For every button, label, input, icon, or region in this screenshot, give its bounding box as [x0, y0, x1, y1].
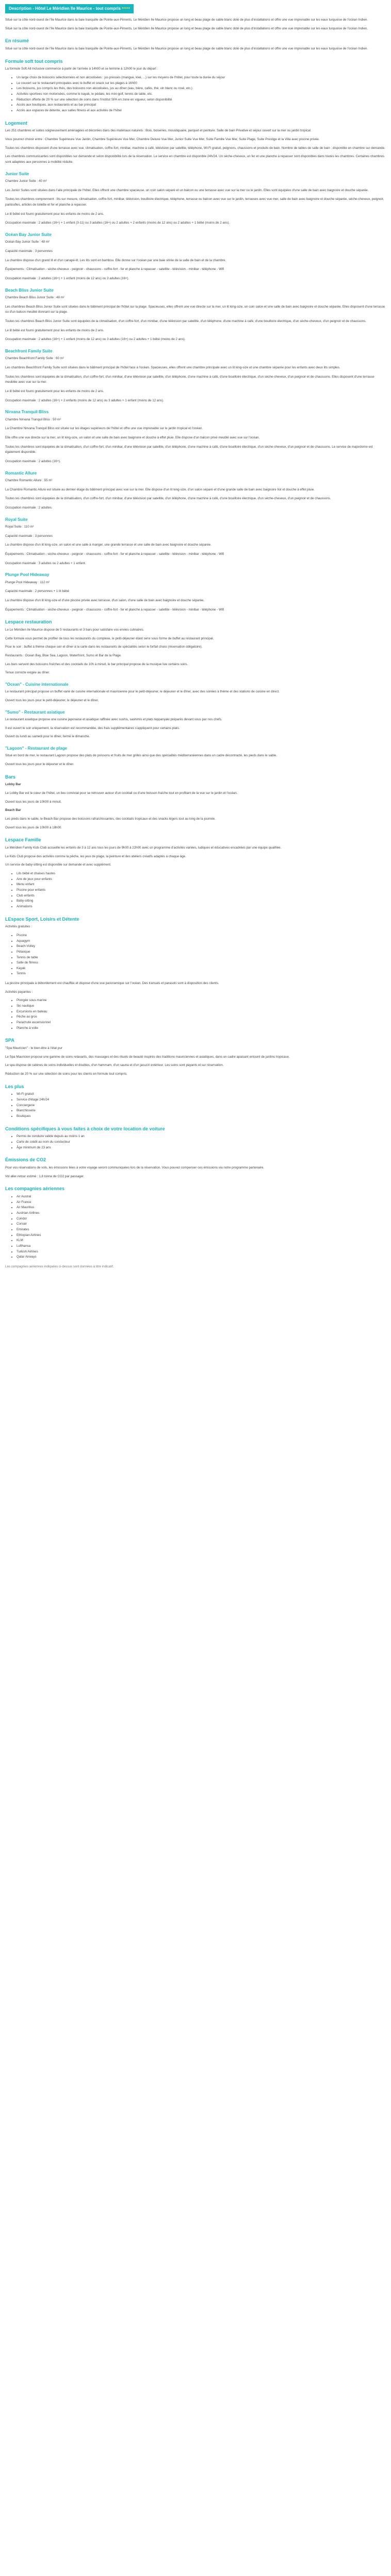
list-item: • Pétanque: [17, 950, 386, 955]
list-item: • Pêche au gros: [17, 1014, 386, 1020]
paragraph: Le Méridien Family Kids Club accueille les enfants de 3 à 12 ans tous les jours de 9h00 à 22h00 avec un programme d'activités variées, ludiques et éducatives encadrées par une équipe qualifiée.: [5, 845, 282, 850]
paragraph: Ouvert tous les jours de 10h00 à 18h00.: [5, 825, 62, 829]
paragraph: Toutes les chambres comprennent : lits sur mesure, climatisation, coffre-fort, minibar, télévision, bouilloire électrique, téléphone, terrasse ou balcon avec vue sur le jardin, terrasses avec vue mer, salle de bain avec baignoire et douche séparée, sèche-cheveux, peignoir, pantoufles, articles de toilette et fer et planche à repasser.: [5, 197, 384, 207]
section-heading-co2: Émissions de CO2: [5, 1157, 46, 1163]
list-item: • Activités sportives non motorisées, comme le kayak, le pédalo, les mini-golf, tennis de table, etc.: [17, 92, 386, 97]
room-heading: Océan Bay Junior Suite: [5, 232, 52, 237]
list-item: • Excursions en bateau: [17, 1009, 386, 1015]
paragraph: Chambre Romantic Allure : 55 m²: [5, 478, 53, 482]
list-item: • Âge minimum de 23 ans: [17, 1145, 386, 1151]
list-item: • Air Mauritius: [17, 1205, 386, 1211]
paragraph: La chambre dispose d'un lit king-size, un salon et une salle à manger, une grande terrasse et une salle de bain avec baignoire et douche séparée.: [5, 543, 211, 547]
list-item: • Ski nautique: [17, 1004, 386, 1009]
list-item: • Turkish Airlines: [17, 1249, 386, 1255]
paragraph: Vous pourrez choisir entre : Chambre Supérieure Vue Jardin, Chambre Supérieure Vue Mer, Chambre Deluxe Vue Mer, Junior Suite Vue Mer, Suite Famille Vue Mer, Suite Plage, Suite Prestige et la Villa avec piscine privée.: [5, 137, 320, 141]
compagnies-note: Les compagnies aériennes indiquées ci-dessus sont données à titre indicatif.: [5, 1264, 114, 1268]
paragraph: La piscine principale à débordement est chauffée et dispose d'une vue panoramique sur l'océan. Des transats et parasols sont à disposition des clients.: [5, 981, 219, 986]
list-item: • Club enfants: [17, 893, 386, 899]
room-heading: Royal Suite: [5, 517, 28, 522]
paragraph: Toutes les chambres sont équipées de la climatisation, d'un coffre-fort, d'un minibar, d'une télévision par satellite, d'un téléphone, d'une machine à café, d'une bouilloire électrique, d'un sèche-cheveux, d'un peignoir et de chaussons.: [5, 497, 331, 501]
paragraph: Le Spa Mauricien propose une gamme de soins relaxants, des massages et des rituels de beauté inspirés des traditions mauriciennes et asiatiques, dans un cadre apaisant entouré de jardins tropicaux.: [5, 1055, 290, 1059]
intro-paragraph: Situé sur la côte nord-ouest de l'île Maurice dans la baie tranquille de Pointe-aux-Piments, Le Méridien Ile Maurice propose un long et beau plage de sable blanc doté de plus d'installations et offre une vue imprenable sur les eaux turquoise de l'océan Indien.: [5, 18, 368, 22]
page-title: [5, 4, 134, 13]
paragraph: Les chambres Beachfront Family Suite sont situées dans le bâtiment principal de l'hôtel face à l'océan. Spacieuses, elles offrent une chambre principale avec un lit king-size et une chambre séparée pour les enfants avec deux lits simples.: [5, 365, 340, 369]
section-heading-logement: Logement: [5, 120, 28, 126]
paragraph: Situé sur la côte nord-ouest de l'île Maurice dans la baie tranquille de Pointe-aux-Piments, Le Méridien Ile Maurice propose un long et beau plage de sable blanc doté de plus d'installations et offre une vue imprenable sur les eaux turquoise de l'océan Indien.: [5, 47, 368, 51]
paragraph: Il est ouvert le soir uniquement, la réservation est recommandée, des frais supplémentaires s'appliquent pour certains plats.: [5, 726, 180, 730]
paragraph: Royal Suite : 110 m²: [5, 524, 34, 529]
famille-list: [5, 871, 386, 910]
paragraph: Ouvert tous les jours de 10h00 à minuit.: [5, 800, 62, 804]
paragraph: Les pieds dans le sable, le Beach Bar propose des boissons rafraîchissantes, des cocktails tropicaux et des snacks légers tout au long de la journée.: [5, 817, 216, 821]
list-item: • Corsair: [17, 1222, 386, 1227]
paragraph: Océan Bay Junior Suite : 48 m²: [5, 240, 50, 244]
paragraph: La formule Soft All Inclusive commence à partir de l'arrivée à 14h00 et se termine à 12h00 le jour du départ :: [5, 67, 158, 71]
section-heading-formule: Formule soft tout compris: [5, 58, 63, 64]
list-item: • Le couvert sur le restaurant principales avec le buffet et snack sur les plages à 16h00: [17, 81, 386, 87]
paragraph: Tenue correcte exigée au dîner.: [5, 671, 50, 675]
paragraph: Activités gratuites :: [5, 925, 32, 929]
section-heading-les-plus: Les plus: [5, 1083, 24, 1089]
list-item: • Parachute ascensionnel: [17, 1020, 386, 1026]
list-item: • Tennis: [17, 971, 386, 977]
list-item: • Qatar Airways: [17, 1255, 386, 1260]
list-item: • Plongée sous-marine: [17, 998, 386, 1004]
list-item: • Piscine: [17, 933, 386, 939]
room-section: [5, 410, 386, 464]
paragraph: Occupation maximale : 2 adultes.: [5, 505, 53, 510]
paragraph: Chambre Beachfront Family Suite : 60 m²: [5, 357, 64, 361]
paragraph: La Chambre Romantic Allure est située au dernier étage du bâtiment principal avec vue sur la mer. Elle dispose d'un lit king-size, d'un salon séparé et d'une grande salle de bain avec baignoire îlot et douche à effet pluie.: [5, 487, 315, 492]
paragraph: Toutes les chambres sont équipées de la climatisation, d'un coffre-fort, d'un minibar, d'une télévision par satellite, d'un téléphone, d'une machine à café, d'une bouilloire électrique, d'un sèche-cheveux, d'un peignoir et de chaussons. Elles disposent d'une terrasse meublée avec vue sur la mer.: [5, 375, 374, 384]
section-heading-spa: SPA: [5, 1038, 14, 1043]
list-item: • Accès aux boutiques, aux restaurants et au bar principal: [17, 103, 386, 108]
paragraph: Toutes les chambres sont équipées de la climatisation, d'un coffre-fort, d'un minibar, d'une télévision par satellite, d'un téléphone, d'une machine à café, d'une bouilloire électrique, d'un sèche-cheveux, d'un peignoir et de chaussons. Le service de majordome est également disponible.: [5, 445, 373, 454]
paragraph: La chambre dispose d'un lit king-size et d'une piscine privée avec terrasse, d'un salon, d'une salle de bain avec baignoire et douche séparée.: [5, 598, 205, 602]
paragraph: Les Junior Suites sont situées dans l'aile principale de l'hôtel. Elles offrent une chambre spacieuse, un coin salon séparé et un balcon ou une terrasse avec vue sur la mer ou le jardin. Elles sont équipées d'une salle de bain avec baignoire et douche séparée.: [5, 188, 369, 192]
room-heading: Beach Bliss Junior Suite: [5, 287, 54, 293]
paragraph: Capacité maximale : 3 personnes: [5, 534, 53, 538]
paragraph: Occupation maximale : 2 adultes (16+) + 1 enfant (moins de 12 ans) ou 3 adultes (16+).: [5, 276, 129, 280]
conditions-list: [5, 1134, 386, 1150]
page: [0, 0, 391, 1283]
list-item: • Wi-Fi gratuit: [17, 1092, 386, 1097]
list-item: • Boutiques: [17, 1114, 386, 1120]
section-heading-bars: Bars: [5, 774, 16, 779]
list-item: • Aquagym: [17, 939, 386, 944]
list-item: • Les boissons, jus compris les thés, des boissons non alcoolisées, jus au dîner (eau, bière, cafés, thé, vin blanc ou rosé, etc.): [17, 86, 386, 92]
list-item: • Accès aux espaces de détente, aux salles fitness et aux activités de l'hôtel: [17, 108, 386, 114]
list-item: • Baby-sitting: [17, 899, 386, 904]
room-section: [5, 232, 386, 282]
bar-label: Beach Bar: [5, 808, 21, 812]
room-heading: Nirvana Tranquil Bliss: [5, 410, 49, 415]
paragraph: Pour vos réservations de vols, les émissions liées à votre voyage seront communiquées lors de la réservation. Vous pouvez compenser ces émissions via notre programme partenaire.: [5, 1166, 265, 1170]
room-section: [5, 172, 386, 226]
list-item: • Service d'étage 24h/24: [17, 1097, 386, 1103]
section-heading-compagnies: Les compagnies aériennes: [5, 1186, 65, 1192]
restaurant-heading: "Sumo" - Restaurant asiatique: [5, 709, 65, 715]
paragraph: Chambre Nirvana Tranquil Bliss : 50 m²: [5, 417, 61, 421]
room-section: [5, 288, 386, 343]
paragraph: Situé en bord de mer, le restaurant Lagoon propose des plats de poissons et fruits de mer grillés ainsi que des spécialités méditerranéennes dans un cadre décontracté, les pieds dans le sable.: [5, 754, 277, 758]
paragraph: Activités payantes :: [5, 990, 33, 994]
section-heading-sport: LEspace Sport, Loisirs et Détente: [5, 916, 79, 922]
stars-rating: *****: [122, 7, 131, 11]
room-heading: Romantic Allure: [5, 470, 37, 476]
paragraph: "Spa Mauricien" - le bien-être à l'état pur: [5, 1046, 62, 1050]
list-item: • Salle de fitness: [17, 960, 386, 966]
paragraph: Le restaurant principal propose un buffet varié de cuisine internationale et mauricienne pour le petit-déjeuner, le déjeuner et le dîner, avec des soirées à thème et des stations de cuisine en direct.: [5, 690, 280, 694]
paragraph: Réduction de 20 % sur une sélection de soins pour les clients en formule tout compris.: [5, 1072, 127, 1076]
paragraph: Le Lobby Bar est le cœur de l'hôtel, un lieu convivial pour se retrouver autour d'un cocktail ou d'une boisson fraîche tout en profitant de la vue sur le jardin et l'océan.: [5, 791, 238, 795]
list-item: • Beach-Volley: [17, 944, 386, 950]
list-item: • KLM: [17, 1238, 386, 1244]
room-heading: Beachfront Family Suite: [5, 348, 53, 353]
list-item: • Air Austral: [17, 1194, 386, 1200]
paragraph: Capacité maximale : 2 personnes + 1 lit bébé: [5, 589, 69, 594]
paragraph: Ouvert tous les jours pour le petit-déjeuner, le déjeuner et le dîner.: [5, 698, 99, 702]
paragraph: Cette formule vous permet de profiter de tous les restaurants du complexe, le petit-déjeuner étant servi sous forme de buffet au restaurant principal.: [5, 636, 214, 640]
paragraph: Le Le Méridien Ile Maurice dispose de 5 restaurants et 3 bars pour satisfaire vos envies culinaires.: [5, 628, 144, 632]
paragraph: Ouvert du lundi au samedi pour le dîner, fermé le dimanche.: [5, 735, 90, 739]
compagnies-list: [5, 1194, 386, 1260]
paragraph: Le lit bébé est fourni gratuitement pour les enfants de moins de 2 ans.: [5, 328, 104, 332]
paragraph: Toutes les chambres Beach Bliss Junior Suite sont équipées de la climatisation, d'un coffre-fort, d'un minibar, d'une télévision par satellite, d'un téléphone, d'une machine à café, d'une bouilloire électrique, d'un sèche-cheveux, d'un peignoir et de chaussons.: [5, 319, 367, 323]
paragraph: Occupation maximale : 2 adultes (16+) + 1 enfant (moins de 12 ans) ou 3 adultes (16+) ou 2 adultes + 1 bébé (moins de 2 ans).: [5, 337, 186, 342]
sport-paid-list: [5, 998, 386, 1031]
intro-paragraph: Situé sur la côte nord-ouest de l'île Maurice dans la baie tranquille de Pointe-aux-Piments, Le Méridien Ile Maurice propose un long et beau plage de sable blanc doté de plus d'installations et offre une vue imprenable sur les eaux turquoise de l'océan Indien.: [5, 26, 368, 30]
paragraph: Occupation maximale : 2 adultes (16+) + 2 enfants (moins de 12 ans) ou 3 adultes + 1 enfant (moins de 12 ans).: [5, 398, 164, 402]
room-section: [5, 471, 386, 511]
paragraph: Capacité maximale : 3 personnes: [5, 249, 53, 253]
paragraph: Équipements : Climatisation - sèche-cheveux - peignoir - chaussons - coffre-fort - fer et planche à repasser - satellite - télévision - minibar - téléphone - Wifi: [5, 607, 224, 612]
list-item: • Lits bébé et chaises hautes: [17, 871, 386, 877]
room-section: [5, 517, 386, 567]
list-item: • Planche à voile: [17, 1026, 386, 1031]
list-item: • Conciergerie: [17, 1103, 386, 1109]
section-heading-famille: Lespace Famille: [5, 837, 41, 843]
paragraph: Occupation maximale : 2 adultes (16+) + 1 enfant (3-11) ou 3 adultes (16+) ou 2 adultes + 2 enfants (moins de 12 ans) ou 2 adultes + 1 bébé (moins de 2 ans).: [5, 221, 230, 225]
page-title-text: Description - Hôtel Le Méridien Ile Maurice - tout compris: [9, 6, 121, 11]
sport-free-list: [5, 933, 386, 977]
list-item: • Un large choix de boissons sélectionnées et non alcoolisées : jus pressés (mangue, kiwi, ...) sur les moyens de l'hôtel, pour toute la durée du séjour: [17, 75, 386, 81]
list-item: • Austrian Airlines: [17, 1211, 386, 1216]
list-item: • Réduction offerte de 20 % sur une sélection de soins dans l'institut SPA en zone en vigueur, selon disponibilité: [17, 97, 386, 103]
list-item: • Condor: [17, 1216, 386, 1222]
bar-label: Lobby Bar: [5, 783, 21, 787]
paragraph: La Chambre Nirvana Tranquil Bliss est située sur les étages supérieurs de l'hôtel et offre une vue imprenable sur le jardin tropical et l'océan.: [5, 427, 203, 431]
paragraph: Occupation maximale : 2 adultes (16+).: [5, 459, 61, 463]
paragraph: Toutes les chambres disposent d'une terrasse avec vue, climatisation, coffre-fort, minibar, machine à café, télévision par satellite, téléphone, Wi-Fi gratuit, peignoirs, chaussons et produits de bain. Nombre de tables de salle de bain : disponible en chambre sur demande.: [5, 146, 385, 150]
paragraph: Le lit bébé est fourni gratuitement pour les enfants de moins de 2 ans.: [5, 389, 104, 393]
list-item: • Carte de crédit au nom du conducteur: [17, 1140, 386, 1145]
room-heading: Junior Suite: [5, 171, 29, 176]
room-section: [5, 572, 386, 613]
list-item: • Animations: [17, 904, 386, 910]
paragraph: Restaurants : Ocean Bay, Blue Sea, Lagoon, Waterfront, Sumo et Bar de la Plage.: [5, 653, 122, 657]
section-heading-conditions: Conditions spécifiques à vous faites à choix de votre location de voiture: [5, 1126, 165, 1131]
paragraph: Le restaurant asiatique propose une cuisine japonaise et asiatique raffinée avec sushis, sashimis et plats teppanyaki préparés devant vous par nos chefs.: [5, 718, 222, 721]
paragraph: Chambre Junior Suite : 40 m²: [5, 179, 47, 183]
paragraph: Elle offre une vue directe sur la mer, un lit king-size, un salon et une salle de bain avec baignoire et douche à effet pluie. Elle dispose d'un balcon privé meublé avec vue sur l'océan.: [5, 435, 260, 439]
list-item: • Lufthansa: [17, 1244, 386, 1249]
list-item: • Kayak: [17, 966, 386, 972]
list-item: • Piscine pour enfants: [17, 888, 386, 893]
section-heading-restauration: Lespace restauration: [5, 619, 52, 625]
list-item: • Blanchisserie: [17, 1108, 386, 1114]
list-item: • Menu enfant: [17, 882, 386, 888]
formule-list: [5, 75, 386, 114]
list-item: • Emirates: [17, 1227, 386, 1233]
list-item: • Aire de jeux pour enfants: [17, 877, 386, 883]
paragraph: Les chambres Beach Bliss Junior Suite sont situées dans le bâtiment principal de l'hôtel sur la plage. Spacieuses, elles offrent une vue directe sur la mer, un lit king-size, un coin salon et une salle de bain avec baignoire et douche séparée. Elles disposent d'une terrasse ou d'un balcon meublé donnant sur la plage.: [5, 304, 385, 314]
les-plus-list: [5, 1092, 386, 1119]
paragraph: Pour le soir : buffet à thème chaque soir et dîner à la carte dans les restaurants de spécialités selon le forfait choisi (réservation obligatoire).: [5, 645, 203, 649]
paragraph: Les bars servent des boissons fraîches et des cocktails de 10h à minuit, le bar principal propose de la musique live certains soirs.: [5, 662, 188, 666]
paragraph: Le spa dispose de cabines de soins individuelles et doubles, d'un hammam, d'un sauna et d'un jacuzzi extérieur. Les soins sont payants et sur réservation.: [5, 1063, 224, 1067]
room-heading: Plunge Pool Hideaway: [5, 572, 50, 578]
paragraph: Chambre Beach Bliss Junior Suite : 48 m²: [5, 295, 64, 299]
list-item: • Ethiopian Airlines: [17, 1233, 386, 1239]
paragraph: Un service de baby-sitting est disponible sur demande et avec supplément.: [5, 863, 111, 867]
list-item: • Tennis de table: [17, 955, 386, 961]
paragraph: La chambre dispose d'un grand lit et d'un canapé-lit. Les lits sont en bambou. Elle donne sur l'océan par une baie vitrée de la salle de bain et de la chambre.: [5, 258, 226, 262]
paragraph: Les chambres communicantes sont disponibles sur demande et selon disponibilité lors de la réservation. Le service en chambre est disponible 24h/24. Un sèche-cheveux, un fer et une planche à repasser sont disponibles dans toutes les chambres. Certaines chambres sont adaptées aux personnes à mobilité réduite.: [5, 155, 385, 164]
paragraph: Les 251 chambres et suites soigneusement aménagées et décorées dans des matériaux naturels : Bois, boiseries, moustiquaire, parquet et peinture. Salle de bain Privative et séjour ouvert sur la mer ou jardin tropical.: [5, 129, 312, 133]
restaurant-heading: "Ocean" - Cuisine internationale: [5, 682, 69, 687]
paragraph: Le lit bébé est fourni gratuitement pour les enfants de moins de 2 ans.: [5, 212, 104, 216]
list-item: • Air France: [17, 1200, 386, 1206]
list-item: • Permis de conduire valide depuis au moins 1 an: [17, 1134, 386, 1140]
paragraph: Équipements : Climatisation - sèche-cheveux - peignoir - chaussons - coffre-fort - fer et planche à repasser - satellite - télévision - minibar - téléphone - Wifi: [5, 552, 224, 556]
paragraph: Plunge Pool Hideaway : 112 m²: [5, 580, 50, 584]
section-heading-resume: En résumé: [5, 38, 29, 44]
paragraph: Vol aller-retour estimé : 1,8 tonne de CO2 par passager.: [5, 1174, 85, 1178]
paragraph: Ouvert tous les jours pour le déjeuner et le dîner.: [5, 762, 74, 767]
paragraph: Occupation maximale : 3 adultes ou 2 adultes + 1 enfant.: [5, 561, 86, 565]
paragraph: Équipements : Climatisation - sèche-cheveux - peignoir - chaussons - coffre-fort - fer et planche à repasser - satellite - télévision - minibar - téléphone - Wifi: [5, 267, 224, 272]
room-section: [5, 349, 386, 403]
paragraph: Le Kids Club propose des activités comme la pêche, les jeux de plage, la peinture et des ateliers créatifs adaptés à chaque âge.: [5, 854, 186, 858]
restaurant-heading: "Lagoon" - Restaurant de plage: [5, 745, 68, 751]
